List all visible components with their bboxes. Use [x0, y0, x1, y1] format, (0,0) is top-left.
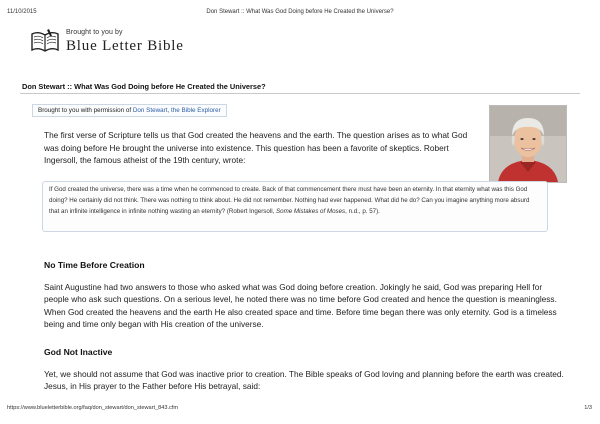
- author-portrait-illustration: [490, 106, 566, 182]
- print-footer-url: https://www.blueletterbible.org/faq/don_stewart/don_stewart_843.cfm: [7, 405, 179, 411]
- intro-paragraph: The first verse of Scripture tells us that God created the heavens and the earth. The question arises as to what God was doing before He brought the universe into existence. This question has been a favorite of skeptics. Robert Ingersoll, the famous atheist of the 19th century, wrote:: [44, 130, 468, 166]
- print-page-number: 1/3: [584, 405, 592, 411]
- quote-text: If God created the universe, there was a time when he commenced to create. Back of that commencement there must have been an eternity. In that eternity what was this God doing? He certainly did not think. There was nothing to think about. He did not remember. Nothing had ever happened. What did he do? Can you imagine anything more absurd that an infinite intelligence in infinite nothing wasting an eternity? (Robert Ingersoll,: [49, 186, 530, 216]
- author-link[interactable]: Don Stewart, the Bible Explorer: [132, 107, 221, 114]
- author-photo: [489, 105, 567, 183]
- section-heading-no-time: No Time Before Creation: [44, 260, 145, 270]
- print-page-title: Don Stewart :: What Was God Doing before He Created the Universe?: [206, 9, 394, 15]
- blue-letter-bible-logo[interactable]: [30, 27, 210, 57]
- print-date: 11/10/2015: [7, 9, 37, 15]
- permission-box: [32, 104, 227, 117]
- permission-text: Brought to you with permission of: [38, 107, 132, 114]
- article-heading: Don Stewart :: What Was God Doing before He Created the Universe?: [22, 82, 266, 91]
- section-body-not-inactive: Yet, we should not assume that God was inactive prior to creation. The Bible speaks of God loving and planning before the earth was created. Jesus, in His prayer to the Father before His betrayal, said:: [44, 369, 564, 392]
- ingersoll-quote: [42, 181, 548, 232]
- heading-divider: [20, 93, 580, 94]
- section-body-no-time: Saint Augustine had two answers to those who asked what was God doing before creation. Jokingly he said, God was preparing Hell for people who ask such questions. On a serious level, he noted there was no time before God created and hence the question is meaningless. When God created the heavens and the earth He also created space and time. Before time began there was only eternity. God is a timeless being and time only began with His creation of the universe.: [44, 282, 557, 330]
- open-bible-icon: [30, 28, 60, 54]
- logo-tagline: Brought to you by: [66, 29, 123, 36]
- quote-citation: , n.d., p. 57).: [345, 208, 380, 216]
- section-heading-not-inactive: God Not Inactive: [44, 347, 113, 357]
- quote-work-title: Some Mistakes of Moses: [276, 208, 346, 216]
- logo-wordmark: Blue Letter Bible: [66, 38, 184, 54]
